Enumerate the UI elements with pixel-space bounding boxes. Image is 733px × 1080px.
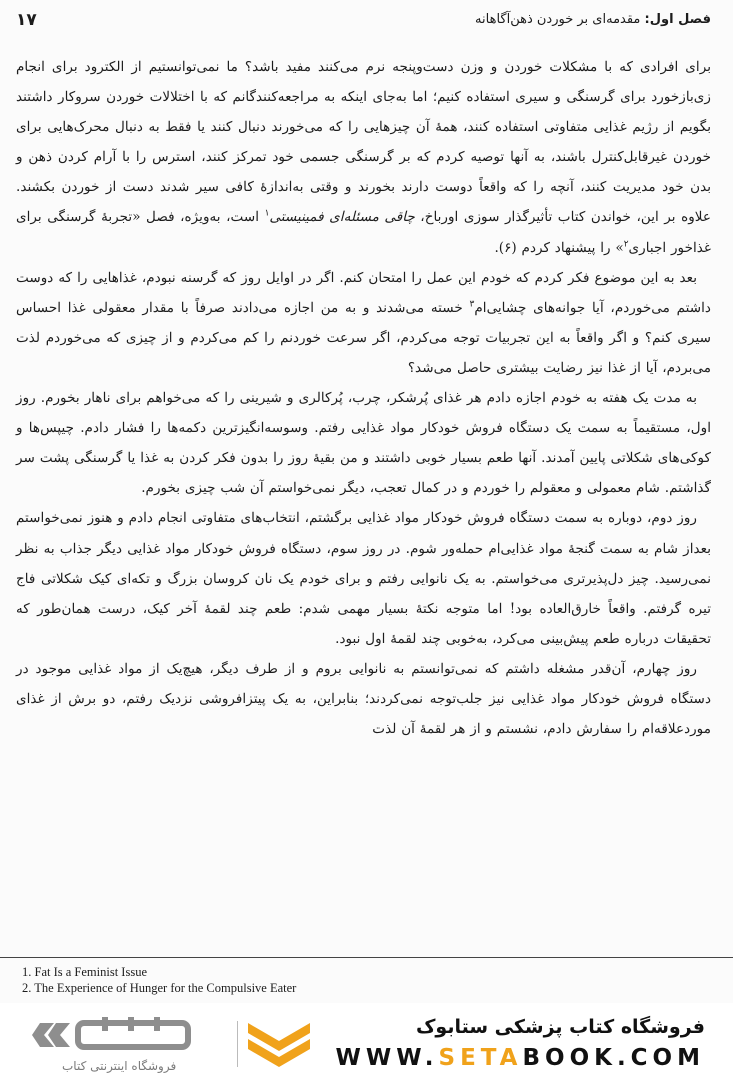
footnote-2: 2. The Experience of Hunger for the Compulsive Eater: [22, 981, 297, 995]
chapter-title: مقدمه‌ای بر خوردن ذهن‌آگاهانه: [475, 12, 641, 27]
book-title: چاقی مسئله‌ای فمینیستی: [269, 209, 415, 226]
footnote-1: 1. Fat Is a Feminist Issue: [22, 965, 147, 979]
url-accent: SETA: [438, 1045, 523, 1071]
setabook-logo: [32, 1015, 282, 1075]
chevron-stack-icon: [244, 1017, 314, 1073]
chapter-label: فصل اول:: [644, 12, 711, 27]
paragraph: به مدت یک هفته به خودم اجازه دادم هر غذای پُرشکر، چرب، پُرکالری و شیرینی را که می‌خواهم برای ناهار بخورم. روز اول، مستقیماً به سمت یک دستگاه فروش خودکار مواد غذایی رفتم. وسوسه‌انگیزترین دکمه‌ها را فشار دادم. چیپس‌ها و کوکی‌های شکلاتی پایین آمدند. آنها طعم بسیار خوبی داشتند و من بقیهٔ روز را بدون فکر کردن به غذا یا گرسنگی پشت سر گذاشتم. شام معمولی و معقولم را خوردم و در کمال تعجب، دیگر نمی‌خواستم آن شب چیزی بخورم.: [16, 390, 711, 497]
paragraph: [16, 263, 711, 383]
footnote-marker: ۲: [623, 239, 629, 250]
footnote-marker: ۱: [264, 208, 270, 219]
body-text: [16, 52, 711, 744]
logo-divider: [237, 1021, 238, 1067]
paragraph-text: » را پیشنهاد کردم (۶).: [494, 239, 624, 256]
logo-wordmark: [32, 1015, 197, 1057]
page-number: ۱۷: [16, 10, 37, 30]
running-header: [0, 8, 733, 34]
logo-tagline: فروشگاه اینترنتی کتاب: [62, 1059, 177, 1073]
paragraph-text: بعد به این موضوع فکر کردم که خودم این عمل را امتحان کنم. اگر در اوایل روز که گرسنه نبودم، غذاهایی را که دوست داشتم می‌خوردم، آیا جوانه‌های چشایی‌ام: [16, 269, 711, 316]
paragraph: [16, 52, 711, 263]
store-name: فروشگاه کتاب پزشکی ستابوک: [415, 1016, 705, 1038]
store-url: [336, 1045, 705, 1071]
footnote-marker: ۳: [469, 299, 475, 310]
chapter-heading: [475, 12, 711, 27]
paragraph: روز دوم، دوباره به سمت دستگاه فروش خودکار مواد غذایی برگشتم، انتخاب‌های متفاوتی انجام دادم و هنوز نمی‌خواستم بعداز شام به سمت گنجهٔ مواد غذایی‌ام حمله‌ور شوم. در روز سوم، دستگاه فروش خودکار مواد غذایی دیگر جذاب به نظر نمی‌رسید. چیز دل‌پذیرتری می‌خواستم. به یک نانوایی رفتم و برای خودم یک نان کروسان بزرگ و تکه‌ای کیک شکلاتی فاج تیره گرفتم. واقعاً خارق‌العاده بود! اما متوجه نکتهٔ بسیار مهمی شدم: طعم چند لقمهٔ آخر کیک، درست همان‌طور که تحقیقات درباره طعم پیش‌بینی می‌کرد، به‌خوبی چند لقمهٔ اول نبود.: [16, 510, 711, 647]
url-suffix: BOOK.COM: [522, 1045, 705, 1071]
footnote-divider: [0, 957, 733, 958]
paragraph-text: خسته می‌شدند و به من اجازه می‌دادند صرفاً با مقدار معقولی غذا احساس سیری کنم؟ و اگر واقعاً به این تجربیات توجه می‌کردم، اگر سرعت خوردنم را کم می‌کردم و از چیزی که می‌خوردم لذت می‌بردم، آیا از غذا نیز رضایت بیشتری حاصل می‌شد؟: [16, 299, 711, 376]
url-prefix: WWW.: [335, 1045, 439, 1071]
paragraph-text: برای افرادی که با مشکلات خوردن و وزن دست‌وپنجه نرم می‌کنند مفید باشد؟ ما نمی‌توانستیم از الکترود برای انجام زی‌بازخورد برای گرسنگی و سیری استفاده کنیم؛ اما به‌جای اینکه به مراجعه‌کنندگانم که با اختلالات خوردن سروکار داشتند بگویم از رژیم غذایی متفاوتی استفاده کنند، همهٔ آن چیزهایی را که می‌خورند دنبال کنند یا فقط به دنبال محرک‌هایی برای خوردن غیرقابل‌کنترل باشند، به آنها توصیه کردم که بر گرسنگی جسمی خود تمرکز کنند، استرس را با آرام کردن ذهن و بدن خود مدیریت کنند، آنچه را که واقعاً دوست دارند بخورند و وقتی به‌اندازهٔ کافی سیر شدند دست از خوردن بکشند. علاوه بر این، خواندن کتاب تأثیرگذار سوزی اورباخ،: [16, 59, 712, 226]
footnotes: [22, 964, 296, 996]
paragraph-text: است، به‌ویژه، فصل «تجربهٔ گرسنگی برای غذاخور اجباری: [16, 209, 711, 256]
publisher-footer: [0, 1003, 733, 1080]
logo-wordmark-graphic: [32, 1015, 197, 1057]
paragraph: روز چهارم، آن‌قدر مشغله داشتم که نمی‌توانستم به نانوایی بروم و از طرف دیگر، هیچ‌یک از مواد غذایی موجود در دستگاه فروش خودکار مواد غذایی نیز جلب‌توجه نمی‌کردند؛ بنابراین، به یک پیتزافروشی نزدیک رفتم، دو برش از غذای موردعلاقه‌ام را سفارش دادم، نشستم و از هر لقمهٔ آن لذت: [16, 660, 711, 738]
